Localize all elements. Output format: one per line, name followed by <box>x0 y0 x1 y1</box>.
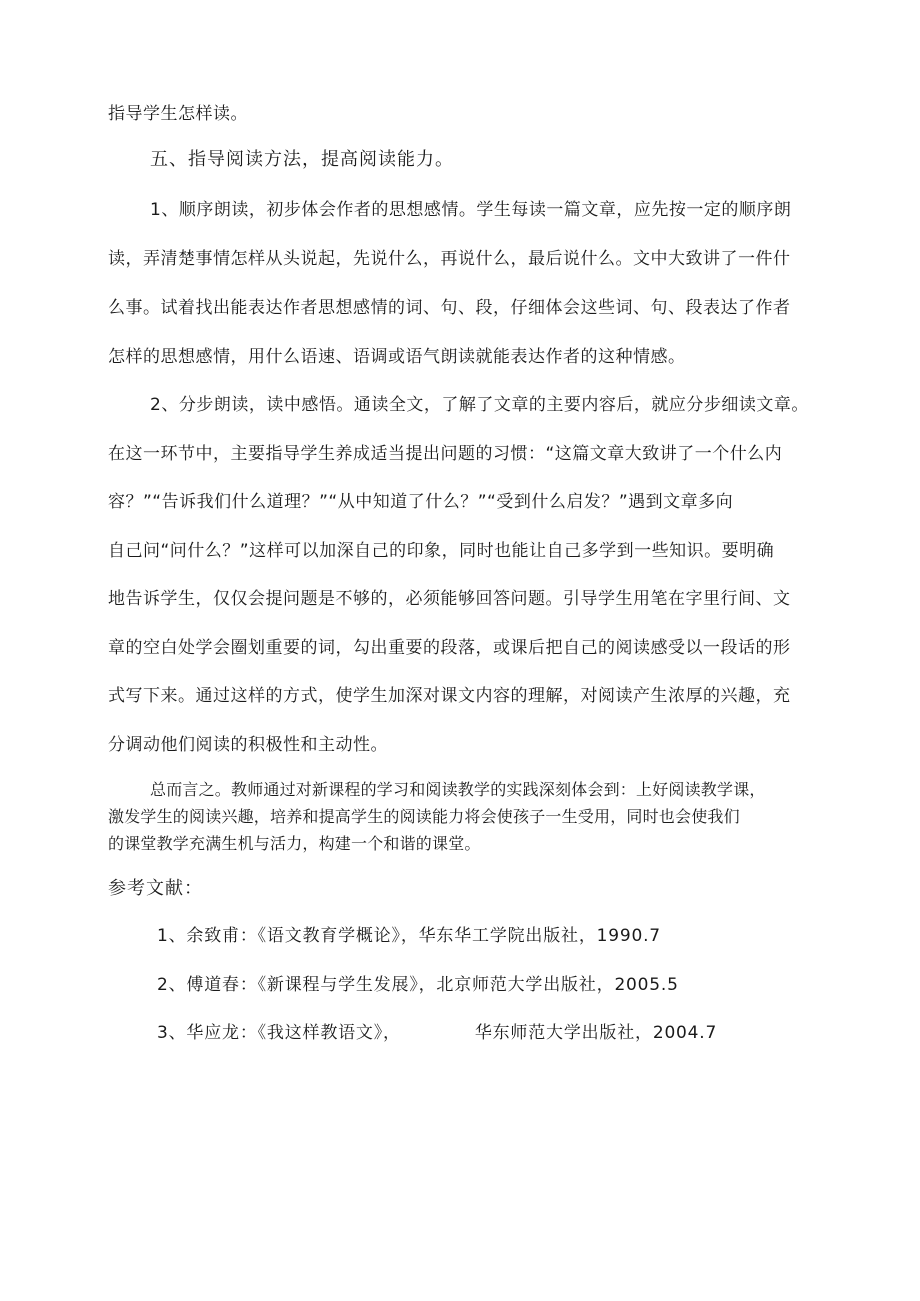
paragraph2-line: 容？”“告诉我们什么道理？”“从中知道了什么？”“受到什么启发？”遇到文章多向 <box>108 492 734 512</box>
conclusion-line: 的课堂教学充满生机与活力，构建一个和谐的课堂。 <box>108 834 481 853</box>
paragraph2-line: 自己问“问什么？”这样可以加深自己的印象，同时也能让自己多学到一些知识。要明确 <box>108 541 775 561</box>
paragraph2-line: 在这一环节中，主要指导学生养成适当提出问题的习惯：“这篇文章大致讲了一个什么内 <box>108 444 783 464</box>
reference-publisher: 华东师范大学出版社， <box>474 1023 653 1043</box>
reference-item <box>157 921 661 946</box>
paragraph2-line: 2、分步朗读，读中感悟。通读全文，了解了文章的主要内容后，就应分步细读文章。 <box>150 395 809 415</box>
references-heading: 参考文献： <box>108 878 203 899</box>
reference-publisher: ，华东华工学院出版社， <box>400 926 597 946</box>
section-heading: 五、指导阅读方法，提高阅读能力。 <box>150 149 454 170</box>
reference-number: 1、 <box>157 926 187 946</box>
reference-author: 傅道春： <box>186 975 258 995</box>
paragraph2-line: 章的空白处学会圈划重要的词，勾出重要的段落，或课后把自己的阅读感受以一段话的形 <box>108 638 791 658</box>
reference-author: 华应龙： <box>186 1023 258 1043</box>
reference-author: 余致甫： <box>186 926 258 946</box>
conclusion-line: 激发学生的阅读兴趣，培养和提高学生的阅读能力将会使孩子一生受用，同时也会使我们 <box>108 807 740 826</box>
reference-publisher: ，北京师范大学出版社， <box>418 975 615 995</box>
paragraph1-line: 么事。试着找出能表达作者思想感情的词、句、段，仔细体会这些词、句、段表达了作者 <box>108 298 791 318</box>
paragraph1-line: 怎样的思想感情，用什么语速、语调或语气朗读就能表达作者的这种情感。 <box>108 347 686 367</box>
intro-line: 指导学生怎样读。 <box>108 104 248 124</box>
reference-title: 《语文教育学概论》 <box>257 926 401 946</box>
paragraph2-line: 地告诉学生，仅仅会提问题是不够的，必须能够回答问题。引导学生用笔在字里行间、文 <box>108 589 791 609</box>
paragraph1-line: 读，弄清楚事情怎样从头说起，先说什么，再说什么，最后说什么。文中大致讲了一件什 <box>108 249 791 269</box>
reference-title: 《我这样教语文》， <box>257 1023 401 1043</box>
paragraph2-line: 分调动他们阅读的积极性和主动性。 <box>108 735 388 755</box>
reference-item <box>157 970 679 995</box>
reference-year: 2005.5 <box>614 975 679 995</box>
reference-item <box>157 1018 717 1043</box>
paragraph1-line: 1、顺序朗读，初步体会作者的思想感情。学生每读一篇文章，应先按一定的顺序朗 <box>150 200 792 220</box>
paragraph2-line: 式写下来。通过这样的方式，使学生加深对课文内容的理解，对阅读产生浓厚的兴趣，充 <box>108 686 791 706</box>
reference-number: 2、 <box>157 975 187 995</box>
reference-title: 《新课程与学生发展》 <box>257 975 419 995</box>
reference-number: 3、 <box>157 1023 187 1043</box>
reference-year: 1990.7 <box>596 926 661 946</box>
conclusion-line: 总而言之。教师通过对新课程的学习和阅读教学的实践深刻体会到：上好阅读教学课， <box>150 780 766 799</box>
reference-year: 2004.7 <box>652 1023 718 1043</box>
